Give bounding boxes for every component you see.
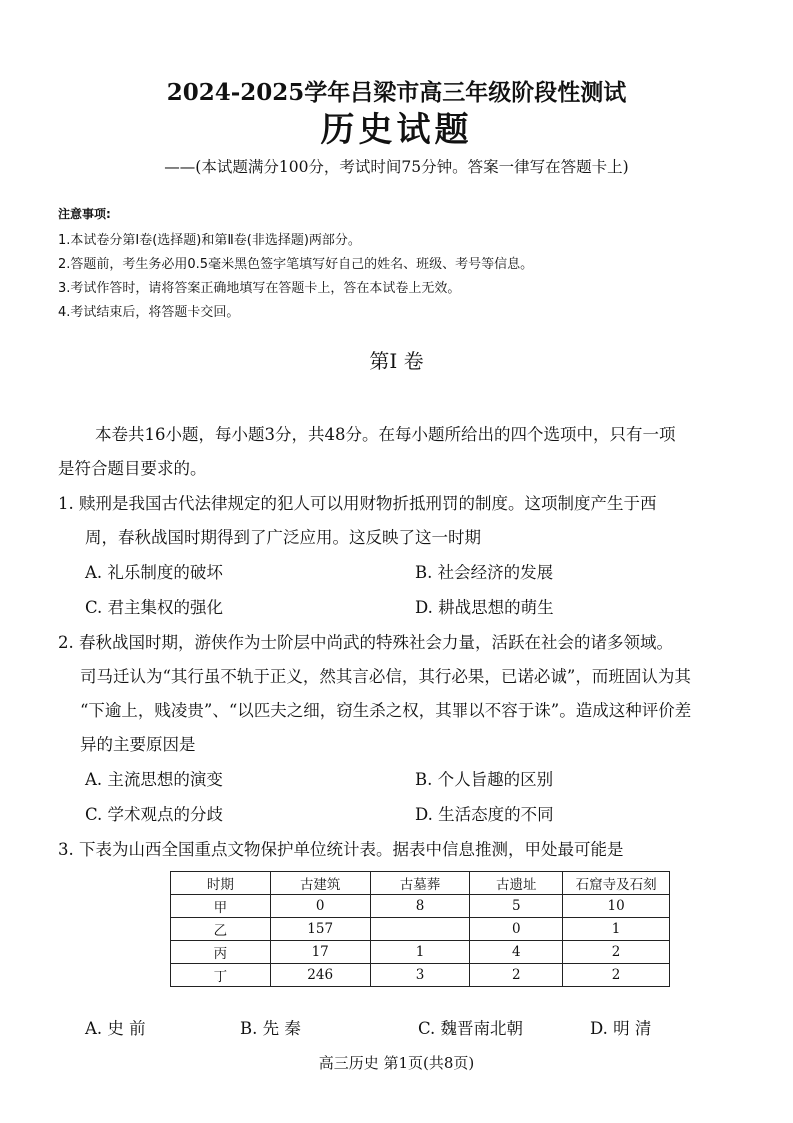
table-cell: 2 [470,964,563,987]
q1-option-b: B. 社会经济的发展 [415,563,554,582]
table-cell: 2 [563,941,670,964]
table-cell: 0 [270,895,370,918]
exam-subtitle: ——(本试题满分100分，考试时间75分钟。答案一律写在答题卡上) [164,158,629,176]
question-3-text: 3. 下表为山西全国重点文物保护单位统计表。据表中信息推测，甲处最可能是 [58,840,624,859]
table-cell: 0 [470,918,563,941]
table-header: 石窟寺及石刻 [563,872,670,895]
question-2-text: “下逾上，贱凌贵”、“以匹夫之细，窃生杀之权，其罪以不容于诛”。造成这种评价差 [80,701,692,720]
table-header: 古遗址 [470,872,563,895]
table-cell: 10 [563,895,670,918]
q3-option-a: A. 史 前 [85,1019,146,1038]
section-title: 第Ⅰ 卷 [369,349,424,373]
note-item: 2.答题前，考生务必用0.5毫米黑色签字笔填写好自己的姓名、班级、考号等信息。 [58,257,534,272]
section-intro: 本卷共16小题，每小题3分，共48分。在每小题所给出的四个选项中，只有一项 [95,425,676,444]
q3-option-c: C. 魏晋南北朝 [418,1019,524,1038]
q3-option-d: D. 明 清 [590,1019,652,1038]
note-item: 4.考试结束后，将答题卡交回。 [58,305,240,320]
table-cell: 8 [370,895,470,918]
note-item: 3.考试作答时，请将答案正确地填写在答题卡上，答在本试卷上无效。 [58,281,461,296]
table-cell: 3 [370,964,470,987]
table-row [171,895,670,918]
table-header-row [171,872,670,895]
table-cell: 4 [470,941,563,964]
table-row [171,918,670,941]
note-item: 1.本试卷分第Ⅰ卷(选择题)和第Ⅱ卷(非选择题)两部分。 [58,233,361,248]
q1-option-a: A. 礼乐制度的破坏 [85,563,223,582]
question-1-text: 1. 赎刑是我国古代法律规定的犯人可以用财物折抵刑罚的制度。这项制度产生于西 [58,494,657,513]
table-cell: 246 [270,964,370,987]
q1-option-d: D. 耕战思想的萌生 [415,598,554,617]
table-row [171,941,670,964]
q2-option-b: B. 个人旨趣的区别 [415,770,554,789]
table-header: 古建筑 [270,872,370,895]
table-cell: 丁 [171,964,271,987]
section-intro: 是符合题目要求的。 [58,459,207,478]
table-cell: 5 [470,895,563,918]
q2-option-a: A. 主流思想的演变 [85,770,223,789]
table-header: 古墓葬 [370,872,470,895]
q3-option-b: B. 先 秦 [240,1019,301,1038]
q1-option-c: C. 君主集权的强化 [85,598,224,617]
table-cell: 2 [563,964,670,987]
table-cell [370,918,470,941]
q2-option-c: C. 学术观点的分歧 [85,805,224,824]
q2-option-d: D. 生活态度的不同 [415,805,554,824]
question-2-text: 异的主要原因是 [80,735,196,754]
page-footer: 高三历史 第1页(共8页) [318,1054,475,1072]
question-2-text: 2. 春秋战国时期，游侠作为士阶层中尚武的特殊社会力量，活跃在社会的诸多领域。 [58,633,673,652]
heritage-stats-table [170,871,670,987]
question-1-text: 周，春秋战国时期得到了广泛应用。这反映了这一时期 [85,528,481,547]
table-row [171,964,670,987]
question-2-text: 司马迁认为“其行虽不轨于正义，然其言必信，其行必果，已诺必诚”，而班固认为其 [80,667,691,686]
table-cell: 157 [270,918,370,941]
table-cell: 丙 [171,941,271,964]
exam-subject-title: 历史试题 [320,110,473,150]
table-cell: 甲 [171,895,271,918]
notes-heading: 注意事项: [58,207,111,221]
table-cell: 17 [270,941,370,964]
table-header: 时期 [171,872,271,895]
table-cell: 乙 [171,918,271,941]
table-cell: 1 [370,941,470,964]
table-cell: 1 [563,918,670,941]
exam-series-title: 2024-2025学年吕梁市高三年级阶段性测试 [166,79,627,106]
